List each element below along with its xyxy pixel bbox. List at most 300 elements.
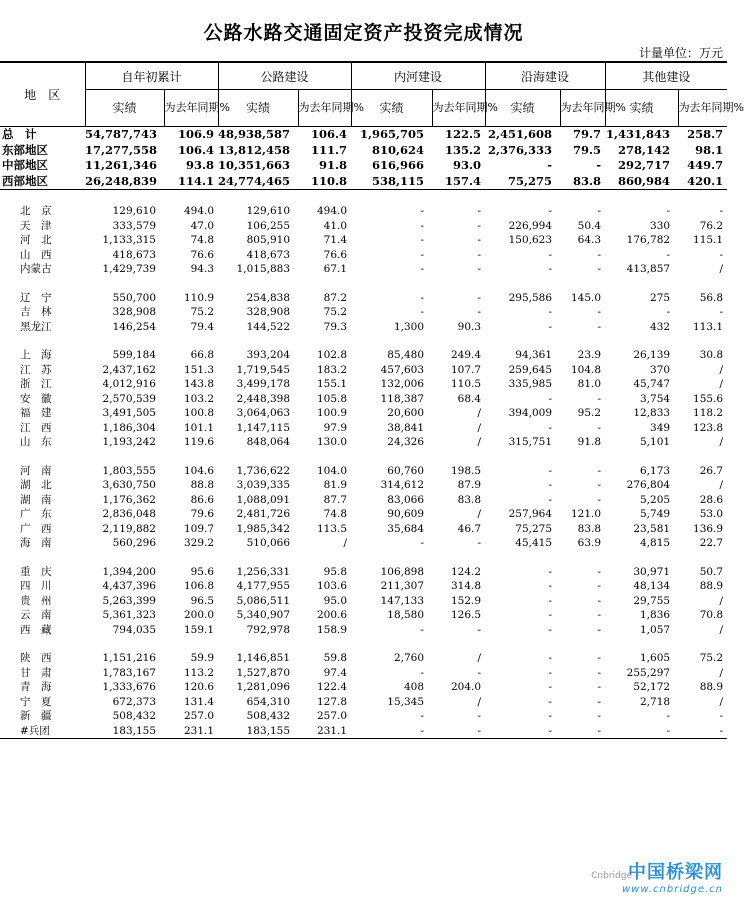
value-cell: 259,645 [508,363,553,376]
value-cell: - [548,205,553,217]
pct-cell: 101.1 [183,421,215,434]
region-cell: 江 苏 [20,363,52,376]
pct-cell: 231.1 [183,724,215,737]
pct-cell: 88.8 [190,479,215,491]
pct-cell: 95.0 [323,594,348,607]
value-cell: 599,184 [112,349,156,361]
value-cell: - [548,681,553,693]
value-cell: 418,673 [246,248,291,261]
value-cell: 211,307 [380,580,425,592]
value-cell: 413,857 [626,263,671,275]
pct-cell: 420.1 [678,174,727,190]
value-cell: 278,142 [618,142,671,157]
pct-cell: 123.8 [693,421,724,434]
pct-cell: 91.8 [319,158,348,172]
table-row [0,262,727,277]
value-cell: 255,297 [626,666,671,679]
table-row [0,536,727,551]
pct-cell: / [719,695,724,708]
pct-cell: - [719,724,724,737]
value-cell: - [666,710,671,722]
value-cell: 5,361,323 [102,609,156,621]
pct-cell: - [477,248,482,261]
pct-cell: 83.8 [577,522,602,535]
value-cell: 654,310 [246,695,291,708]
region-cell: 安 徽 [20,392,52,405]
value-cell: 30,971 [633,565,671,578]
sub-header-value: 实绩 [485,90,560,127]
pct-cell: - [597,205,602,217]
value-cell: 4,437,396 [102,580,156,592]
value-cell: 1,836 [640,609,671,621]
pct-cell: 113.2 [183,666,215,679]
pct-cell: 198.5 [450,464,482,477]
table-row [0,377,727,392]
pct-cell: 83.8 [457,493,482,506]
value-cell: 1,151,216 [102,652,156,664]
pct-cell: 151.3 [183,363,215,376]
pct-cell: - [477,623,482,636]
value-cell: 13,812,458 [218,142,291,157]
pct-cell: 94.3 [190,263,215,275]
value-cell: 560,296 [112,537,156,549]
region-cell: 河 北 [20,234,52,246]
value-cell: 550,700 [112,291,156,304]
pct-cell: / [477,652,482,664]
table-row [0,291,727,306]
group-header-inland: 内河建设 [351,62,485,90]
pct-cell: 50.4 [577,219,602,232]
value-cell: - [666,306,671,318]
value-cell: 5,749 [640,508,671,520]
table-row [0,724,727,739]
region-cell: 西 藏 [20,623,52,636]
pct-cell: - [477,205,482,217]
pct-cell: 88.9 [699,681,724,693]
table-row [0,248,727,263]
value-cell: 349 [650,421,671,434]
region-cell: 云 南 [20,609,52,621]
pct-cell: 124.2 [450,565,482,578]
pct-cell: 115.1 [693,234,724,246]
value-cell: 144,522 [246,320,291,333]
value-cell: 794,035 [112,623,156,636]
pct-cell: 79.6 [190,508,215,520]
region-cell: 中部地区 [2,158,48,172]
pct-cell: - [597,710,602,722]
pct-cell: 50.7 [699,565,724,578]
pct-cell: 200.6 [316,609,348,621]
pct-cell: - [719,306,724,318]
value-cell: 15,345 [387,695,425,708]
value-cell: 792,978 [246,623,291,636]
value-cell: 5,263,399 [102,594,156,607]
value-cell: 314,612 [380,479,425,491]
region-cell: 广 东 [20,508,52,520]
value-cell: 17,277,558 [85,142,158,157]
pct-cell: - [597,565,602,578]
pct-cell: 22.7 [699,537,724,549]
pct-cell: 104.8 [571,363,602,376]
value-cell: 75,275 [515,522,553,535]
region-cell: 辽 宁 [20,291,52,304]
pct-cell: - [597,263,602,275]
value-cell: 20,600 [387,407,425,419]
pct-cell: / [477,436,482,448]
value-cell: 432 [650,320,671,333]
pct-cell: 106.4 [311,127,348,141]
value-cell: 12,833 [633,407,671,419]
pct-cell: 63.9 [577,537,602,549]
pct-cell: - [597,320,602,333]
pct-cell: 113.1 [693,320,724,333]
value-cell: 106,255 [246,219,291,232]
pct-cell: - [597,421,602,434]
pct-cell: / [477,407,482,419]
table-row [0,695,727,710]
value-cell: 672,373 [112,695,156,708]
pct-cell: 136.9 [693,522,724,535]
pct-cell: 107.7 [450,363,482,376]
pct-cell: - [477,234,482,246]
pct-cell: - [597,392,602,405]
region-cell: 山 东 [20,436,52,448]
value-cell: 45,747 [633,378,671,390]
pct-cell: 257.0 [316,710,348,722]
pct-cell: 120.6 [183,681,215,693]
pct-cell: / [719,479,724,491]
value-cell: 60,760 [387,464,425,477]
pct-cell: - [477,291,482,304]
pct-cell: 81.0 [577,378,602,390]
pct-cell: - [477,710,482,722]
pct-cell: - [597,248,602,261]
value-cell: 508,432 [246,710,291,722]
value-cell: 18,580 [387,609,425,621]
value-cell: 538,115 [351,174,432,190]
region-cell: 湖 北 [20,479,52,491]
pct-cell: 93.0 [453,158,482,172]
value-cell: 418,673 [112,248,156,261]
pct-cell: 145.0 [571,291,602,304]
value-cell: 52,172 [633,681,671,693]
pct-cell: 111.7 [311,142,348,157]
pct-cell: 95.8 [323,565,348,578]
group-spacer [0,551,727,565]
pct-cell: 104.0 [316,464,348,477]
table-row [0,507,727,522]
value-cell: - [548,623,553,636]
value-cell: 1,147,115 [236,421,291,434]
value-cell: - [548,609,553,621]
pct-cell: 41.0 [323,219,348,232]
pct-cell: 155.1 [316,378,348,390]
region-cell: 新 疆 [20,710,52,722]
pct-cell: 74.8 [323,508,348,520]
pct-cell: 88.9 [699,580,724,592]
value-cell: - [548,392,553,405]
pct-cell: 59.9 [190,652,215,664]
region-cell: 西部地区 [0,174,85,190]
investment-table [0,61,744,739]
pct-cell: / [719,363,724,376]
value-cell: 1,300 [393,320,425,333]
value-cell: 183,155 [112,724,156,737]
table-row [0,348,727,363]
pct-cell: 105.8 [316,392,348,405]
value-cell: 26,248,839 [85,174,164,190]
pct-cell: 75.2 [323,306,348,318]
table-row [0,651,727,666]
pct-cell: / [719,378,724,390]
region-cell: 浙 江 [20,378,52,390]
pct-cell: 103.6 [316,580,348,592]
pct-cell: 118.2 [693,407,724,419]
table-row [0,464,727,479]
group-spacer [0,334,727,348]
value-cell: 94,361 [515,349,553,361]
value-cell: 328,908 [112,306,156,318]
pct-cell: 127.8 [316,695,348,708]
pct-cell: / [719,594,724,607]
table-row [0,406,727,421]
summary-row [0,174,727,190]
value-cell: 48,134 [633,580,671,592]
value-cell: 1,783,167 [102,666,156,679]
pct-cell: 47.0 [190,219,215,232]
value-cell: 45,415 [515,537,553,549]
value-cell: 457,603 [380,363,425,376]
sub-header-pct: 为去年同期% [678,90,727,127]
pct-cell: 79.3 [323,320,348,333]
group-spacer [0,277,727,291]
value-cell: - [548,652,553,664]
region-cell: 上 海 [20,349,52,361]
table-row [0,305,727,320]
pct-cell: 75.2 [190,306,215,318]
group-spacer [0,190,727,205]
value-cell: 4,012,916 [102,378,156,390]
table-row [0,493,727,508]
pct-cell: 81.9 [323,479,348,491]
pct-cell: - [597,464,602,477]
value-cell: 38,841 [387,421,425,434]
region-cell: 山 西 [20,248,52,261]
pct-cell: / [719,436,724,448]
value-cell: - [548,724,553,737]
value-cell: - [548,666,553,679]
value-cell: - [420,291,425,304]
value-cell: 393,204 [246,349,291,361]
value-cell: 1,429,739 [102,263,156,275]
value-cell: - [420,710,425,722]
table-row [0,204,727,219]
value-cell: 2,570,539 [102,392,156,405]
value-cell: 5,205 [640,493,671,506]
pct-cell: - [597,724,602,737]
value-cell: 276,804 [626,479,671,491]
table-header [0,62,744,127]
pct-cell: 67.1 [323,263,348,275]
pct-cell: 68.4 [457,392,482,405]
region-cell: 贵 州 [20,594,52,607]
value-cell: - [420,666,425,679]
pct-cell: 143.8 [183,378,215,390]
pct-cell: 98.1 [695,142,724,157]
pct-cell: 155.6 [693,392,724,405]
value-cell: 330 [650,219,671,232]
pct-cell: 106.4 [178,142,215,157]
value-cell: 2,448,398 [236,392,291,405]
pct-cell: - [597,306,602,318]
value-cell: - [548,493,553,506]
region-cell: 吉 林 [20,306,52,318]
pct-cell: - [597,681,602,693]
value-cell: 3,754 [640,392,671,405]
value-cell: 5,340,907 [236,609,291,621]
watermark-en: www.cnbridge.cn [621,884,723,895]
value-cell: 118,387 [380,392,425,405]
region-cell: 宁 夏 [20,695,52,708]
table-row [0,233,727,248]
pct-cell: 258.7 [687,127,724,141]
pct-cell: 28.6 [699,493,724,506]
pct-cell: 135.2 [445,142,482,157]
value-cell: 2,718 [640,695,671,708]
region-cell: 陕 西 [20,652,52,664]
region-cell: 湖 南 [20,493,52,506]
table-row [0,435,727,450]
value-cell: - [548,594,553,607]
pct-cell: 158.9 [316,623,348,636]
value-cell: - [420,623,425,636]
value-cell: 333,579 [112,219,156,232]
sub-header-value: 实绩 [85,90,164,127]
value-cell: - [547,158,553,172]
pct-cell: 119.6 [183,436,215,448]
sub-header-pct: 为去年同期% [164,90,218,127]
value-cell: 48,938,587 [218,127,291,141]
value-cell: 11,261,346 [85,158,158,172]
value-cell: - [548,421,553,434]
value-cell: - [548,479,553,491]
pct-cell: 130.0 [316,436,348,448]
pct-cell: 79.4 [190,320,215,333]
value-cell: 106,898 [380,565,425,578]
pct-cell: 87.2 [323,291,348,304]
value-cell: 26,139 [633,349,671,361]
pct-cell: 87.9 [457,479,482,491]
value-cell: - [548,464,553,477]
group-spacer [0,637,727,651]
table-row [0,392,727,407]
pct-cell: 97.9 [323,421,348,434]
value-cell: - [548,320,553,333]
value-cell: 129,610 [112,205,156,217]
pct-cell: 90.3 [457,320,482,333]
value-cell: 1,803,555 [102,464,156,477]
value-cell: 295,586 [508,291,553,304]
value-cell: 35,684 [387,522,425,535]
pct-cell: - [477,666,482,679]
pct-cell: 126.5 [450,609,482,621]
pct-cell: - [597,609,602,621]
region-cell: 海 南 [20,537,52,549]
table-row [0,666,727,681]
pct-cell: - [597,623,602,636]
pct-cell: / [719,263,724,275]
pct-cell: 96.5 [190,594,215,607]
pct-cell: 121.0 [571,508,602,520]
pct-cell: 76.6 [323,248,348,261]
value-cell: 6,173 [640,464,671,477]
pct-cell: 95.2 [577,407,602,419]
pct-cell: 329.2 [183,537,215,549]
value-cell: 2,451,608 [488,127,553,141]
pct-cell: 122.4 [316,681,348,693]
value-cell: 1,176,362 [102,493,156,506]
pct-cell: - [477,724,482,737]
pct-cell: - [477,537,482,549]
value-cell: 328,908 [246,306,291,318]
page-title: 公路水路交通固定资产投资完成情况 [203,22,524,44]
pct-cell: 23.9 [577,349,602,361]
pct-cell: 257.0 [183,710,215,722]
group-header-coastal: 沿海建设 [485,62,605,90]
value-cell: 805,910 [246,234,291,246]
value-cell: 183,155 [246,724,291,737]
value-cell: 508,432 [112,710,156,722]
pct-cell: 53.0 [699,508,724,520]
value-cell: - [548,306,553,318]
sub-header-value: 实绩 [351,90,432,127]
value-cell: - [420,248,425,261]
pct-cell: 159.1 [183,623,215,636]
value-cell: 1,057 [640,623,671,636]
value-cell: - [548,263,553,275]
pct-cell: 71.4 [323,234,348,246]
value-cell: 5,086,511 [236,594,291,607]
pct-cell: 113.5 [316,522,348,535]
pct-cell: 157.4 [432,174,485,190]
group-spacer [0,450,727,464]
value-cell: 2,376,333 [488,142,553,157]
table-row [0,579,727,594]
value-cell: 275 [650,291,671,304]
value-cell: 129,610 [246,205,291,217]
pct-cell: 86.6 [190,493,215,506]
pct-cell: 87.7 [323,493,348,506]
value-cell: 3,630,750 [102,479,156,491]
pct-cell: 131.4 [183,695,215,708]
pct-cell: 109.7 [183,522,215,535]
value-cell: 150,623 [508,234,553,246]
pct-cell: 56.8 [699,291,724,304]
pct-cell: 102.8 [316,349,348,361]
pct-cell: 110.5 [450,378,482,390]
value-cell: - [420,306,425,318]
group-header-highway: 公路建设 [218,62,351,90]
pct-cell: 183.2 [316,363,348,376]
value-cell: 1,605 [640,652,671,664]
pct-cell: - [719,248,724,261]
value-cell: 257,964 [508,508,553,520]
table-row [0,680,727,695]
pct-cell: / [343,537,348,549]
pct-cell: 249.4 [450,349,482,361]
table-row [0,219,727,234]
value-cell: 1,965,705 [360,127,425,141]
